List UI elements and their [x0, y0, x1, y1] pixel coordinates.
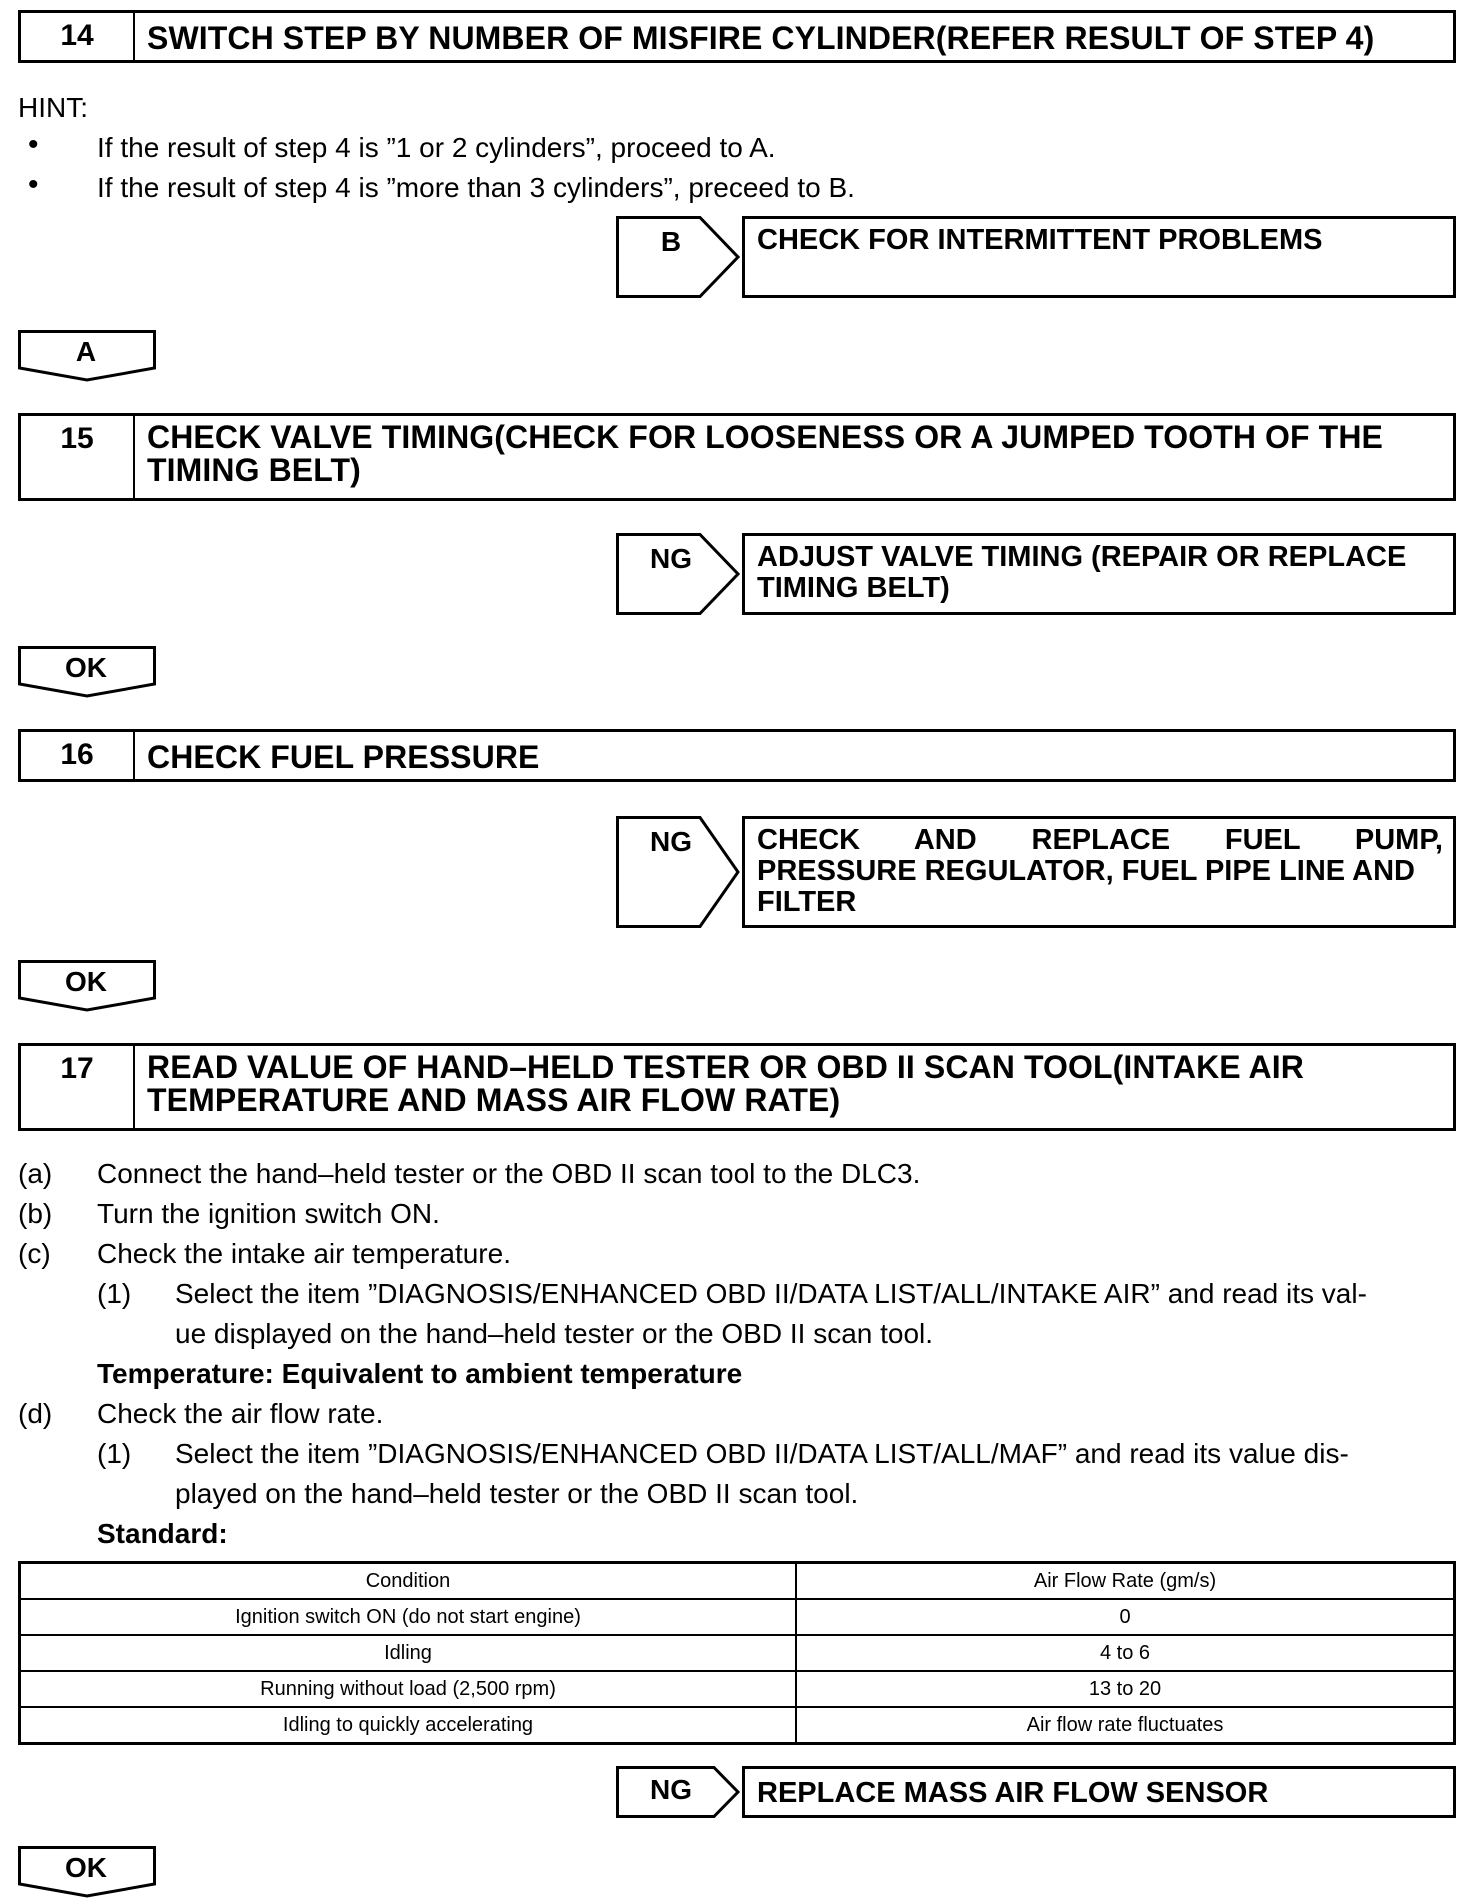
hint-item: If the result of step 4 is ”more than 3 cylinders”, preceed to B.: [97, 172, 855, 203]
go-a-marker: [18, 330, 156, 382]
title-line: TEMPERATURE AND MASS AIR FLOW RATE): [147, 1082, 841, 1118]
title-line: TIMING BELT): [147, 452, 361, 488]
step-15-header: [18, 413, 1456, 501]
step-number: 15: [21, 416, 135, 498]
result-line: TIMING BELT): [757, 572, 950, 604]
table-cell: Air flow rate fluctuates: [796, 1707, 1455, 1744]
proc-text: Check the air flow rate.: [97, 1398, 384, 1429]
result-line: ADJUST VALVE TIMING (REPAIR OR REPLACE: [757, 541, 1407, 573]
table-row: [20, 1707, 1455, 1744]
standard-label: Standard:: [97, 1518, 228, 1549]
table-cell: Idling: [20, 1635, 797, 1671]
proc-text: Select the item ”DIAGNOSIS/ENHANCED OBD II/DATA LIST/ALL/INTAKE AIR” and read its val-: [175, 1278, 1367, 1309]
title-line: READ VALUE OF HAND–HELD TESTER OR OBD II SCAN TOOL(INTAKE AIR: [147, 1049, 1304, 1085]
proc-mark: (a): [18, 1158, 53, 1189]
go-ok-marker: [18, 646, 156, 698]
proc-text: Turn the ignition switch ON.: [97, 1198, 440, 1229]
table-cell: Running without load (2,500 rpm): [20, 1671, 797, 1707]
branch-b-result: [742, 216, 1456, 298]
branch-label: NG: [650, 543, 692, 574]
table-cell: Idling to quickly accelerating: [20, 1707, 797, 1744]
result-line: FILTER: [757, 886, 857, 918]
table-header: Air Flow Rate (gm/s): [796, 1563, 1455, 1600]
step-17-header: [18, 1043, 1456, 1131]
table-cell: Ignition switch ON (do not start engine): [20, 1599, 797, 1635]
step-number: 17: [21, 1046, 135, 1128]
table-header-row: [20, 1563, 1455, 1600]
step-number: 14: [21, 13, 135, 60]
branch-ng-arrow: [616, 816, 740, 928]
proc-text: ue displayed on the hand–held tester or the OBD II scan tool.: [175, 1318, 934, 1349]
table-row: [20, 1599, 1455, 1635]
go-label: A: [75, 336, 97, 367]
result-text: REPLACE MASS AIR FLOW SENSOR: [757, 1777, 1269, 1809]
go-ok-marker: [18, 960, 156, 1012]
branch-label: NG: [650, 1774, 692, 1805]
title-line: CHECK VALVE TIMING(CHECK FOR LOOSENESS OR A JUMPED TOOTH OF THE: [147, 419, 1383, 455]
step-title: SWITCH STEP BY NUMBER OF MISFIRE CYLINDER(REFER RESULT OF STEP 4): [147, 20, 1375, 56]
branch-ng-result: [742, 1766, 1456, 1818]
result-text: CHECK FOR INTERMITTENT PROBLEMS: [757, 224, 1323, 256]
go-label: OK: [65, 966, 107, 997]
step-14-header: [18, 10, 1456, 63]
branch-ng-arrow: [616, 533, 740, 615]
proc-text: Check the intake air temperature.: [97, 1238, 511, 1269]
step-title: CHECK FUEL PRESSURE: [147, 739, 540, 775]
proc-mark: (d): [18, 1398, 53, 1429]
table-cell: 4 to 6: [796, 1635, 1455, 1671]
step-title: [135, 416, 1393, 498]
table-header: Condition: [20, 1563, 797, 1600]
proc-text: Select the item ”DIAGNOSIS/ENHANCED OBD II/DATA LIST/ALL/MAF” and read its value dis-: [175, 1438, 1349, 1469]
air-flow-standard-table: [18, 1561, 1456, 1745]
step-number: 16: [21, 732, 135, 779]
proc-text: Connect the hand–held tester or the OBD II scan tool to the DLC3.: [97, 1158, 921, 1189]
proc-text: played on the hand–held tester or the OBD II scan tool.: [175, 1478, 859, 1509]
branch-ng-arrow: [616, 1766, 740, 1818]
proc-mark: (b): [18, 1198, 53, 1229]
table-row: [20, 1635, 1455, 1671]
go-ok-marker: [18, 1846, 156, 1898]
step-title: [135, 1046, 1314, 1128]
branch-ng-result: [742, 533, 1456, 615]
branch-label: B: [660, 226, 682, 257]
temperature-spec: Temperature: Equivalent to ambient temperature: [97, 1358, 743, 1389]
branch-b-arrow: [616, 216, 740, 298]
step-16-header: [18, 729, 1456, 782]
hint-item: If the result of step 4 is ”1 or 2 cylinders”, proceed to A.: [97, 132, 776, 163]
bullet: •: [28, 128, 39, 161]
go-label: OK: [65, 1852, 107, 1883]
table-cell: 13 to 20: [796, 1671, 1455, 1707]
proc-mark: (c): [18, 1238, 51, 1269]
branch-ng-result: [742, 816, 1456, 928]
table-cell: 0: [796, 1599, 1455, 1635]
table-row: [20, 1671, 1455, 1707]
result-line: PRESSURE REGULATOR, FUEL PIPE LINE AND: [757, 855, 1415, 887]
result-line: CHECK AND REPLACE FUEL PUMP,: [757, 824, 1443, 856]
proc-mark: (1): [97, 1438, 132, 1469]
proc-mark: (1): [97, 1278, 132, 1309]
bullet: •: [28, 168, 39, 201]
hint-label: HINT:: [18, 92, 88, 123]
go-label: OK: [65, 652, 107, 683]
branch-label: NG: [650, 826, 692, 857]
